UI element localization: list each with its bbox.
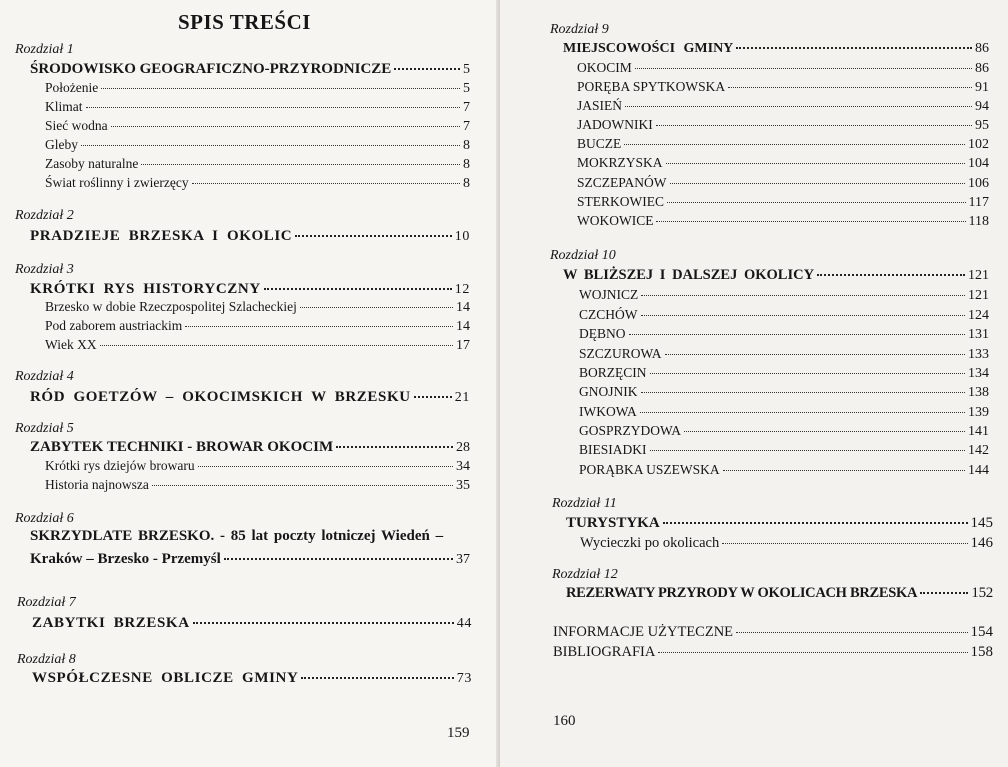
chapter-label: Rozdział 4	[15, 369, 74, 384]
toc-entry[interactable]	[577, 135, 989, 154]
page-number: 28	[456, 440, 470, 455]
toc-entry[interactable]	[579, 286, 989, 305]
chapter-label: Rozdział 7	[17, 595, 76, 610]
page-number: 12	[454, 282, 470, 297]
entry-title: ŚRODOWISKO GEOGRAFICZNO-PRZYRODNICZE	[30, 61, 392, 77]
entry-title: PORĄBKA USZEWSKA	[579, 462, 720, 477]
page-number: 133	[968, 347, 989, 362]
dot-leader	[198, 466, 453, 467]
dot-leader	[193, 622, 454, 624]
dot-leader	[658, 652, 967, 653]
toc-entry[interactable]	[580, 534, 993, 552]
dot-leader	[394, 68, 460, 70]
dot-leader	[141, 164, 460, 165]
toc-entry[interactable]	[577, 154, 989, 173]
toc-entry[interactable]	[45, 98, 470, 117]
entry-title: JADOWNIKI	[577, 117, 653, 132]
page-number: 21	[454, 390, 470, 405]
dot-leader	[295, 235, 452, 237]
dot-leader	[641, 295, 965, 296]
entry-title: JASIEŃ	[577, 98, 623, 113]
entry-title: SZCZUROWA	[579, 346, 662, 361]
entry-title: Gleby	[45, 137, 78, 152]
toc-entry[interactable]	[577, 97, 989, 116]
toc-entry[interactable]	[32, 614, 472, 633]
entry-title: W BLIŻSZEJ I DALSZEJ OKOLICY	[563, 267, 815, 283]
entry-title: KRÓTKI RYS HISTORYCZNY	[30, 281, 261, 297]
page-number: 91	[975, 80, 989, 95]
toc-entry[interactable]	[577, 116, 989, 135]
dot-leader	[100, 345, 453, 346]
entry-title: Wiek XX	[45, 337, 97, 352]
left-page	[0, 0, 500, 767]
entry-title: BIBLIOGRAFIA	[553, 644, 656, 660]
entry-title: Pod zaborem austriackim	[45, 318, 183, 333]
dot-leader	[736, 47, 972, 49]
toc-entry[interactable]	[45, 174, 470, 193]
dot-leader	[336, 446, 453, 448]
page-number: 34	[456, 459, 470, 474]
chapter-label: Rozdział 12	[552, 567, 618, 582]
toc-entry[interactable]	[30, 527, 470, 545]
chapter-label: Rozdział 9	[550, 22, 609, 37]
page-folio-left: 159	[447, 725, 470, 741]
page-number: 121	[968, 268, 989, 283]
dot-leader	[625, 106, 972, 107]
page-number: 138	[968, 385, 989, 400]
page-number: 5	[463, 62, 470, 77]
chapter-label: Rozdział 3	[15, 262, 74, 277]
chapter-label: Rozdział 8	[17, 652, 76, 667]
dot-leader	[301, 677, 453, 679]
page-number: 104	[968, 156, 989, 171]
dot-leader	[656, 221, 965, 222]
toc-entry[interactable]	[579, 422, 989, 441]
entry-title: CZCHÓW	[579, 307, 638, 322]
page-number: 5	[463, 81, 470, 96]
entry-title: Brzesko w dobie Rzeczpospolitej Szlacheckiej	[45, 299, 297, 314]
chapter-label: Rozdział 11	[552, 496, 617, 511]
chapter-label: Rozdział 2	[15, 208, 74, 223]
toc-entry[interactable]	[32, 669, 472, 688]
dot-leader	[111, 126, 460, 127]
page-folio-right: 160	[553, 713, 576, 729]
toc-entry[interactable]	[45, 457, 470, 476]
page-number: 8	[463, 157, 470, 172]
page-number: 95	[975, 118, 989, 133]
page-number: 106	[968, 176, 989, 191]
dot-leader	[86, 107, 461, 108]
entry-title: Kraków – Brzesko - Przemyśl	[30, 551, 221, 567]
dot-leader	[656, 125, 972, 126]
entry-title: OKOCIM	[577, 60, 632, 75]
toc-entry[interactable]	[563, 266, 989, 285]
page-number: 144	[968, 463, 989, 478]
dot-leader	[624, 144, 965, 145]
page-number: 7	[463, 119, 470, 134]
entry-title: IWKOWA	[579, 404, 637, 419]
toc-entry[interactable]	[577, 212, 989, 231]
page-number: 35	[456, 478, 470, 493]
toc-entry[interactable]	[30, 280, 470, 299]
dot-leader	[920, 592, 968, 594]
dot-leader	[224, 558, 453, 560]
dot-leader	[629, 334, 966, 335]
toc-entry[interactable]	[577, 59, 989, 78]
page-number: 141	[968, 424, 989, 439]
dot-leader	[817, 274, 965, 276]
toc-entry[interactable]	[45, 336, 470, 355]
entry-title: STERKOWIEC	[577, 194, 664, 209]
toc-entry[interactable]	[566, 514, 993, 532]
entry-title: Klimat	[45, 99, 83, 114]
page-number: 86	[975, 41, 989, 56]
entry-title: PORĘBA SPYTKOWSKA	[577, 79, 726, 94]
page-number: 7	[463, 100, 470, 115]
entry-title: RÓD GOETZÓW – OKOCIMSKICH W BRZESKU	[30, 389, 411, 405]
entry-title: REZERWATY PRZYRODY W OKOLICACH BRZESKA	[566, 585, 918, 601]
entry-title: Położenie	[45, 80, 99, 95]
toc-entry[interactable]	[566, 584, 993, 602]
entry-title: Zasoby naturalne	[45, 156, 139, 171]
entry-title: ZABYTEK TECHNIKI - BROWAR OKOCIM	[30, 439, 334, 455]
toc-title: SPIS TREŚCI	[178, 10, 311, 34]
dot-leader	[684, 431, 965, 432]
page-number: 139	[968, 405, 989, 420]
entry-title: Świat roślinny i zwierzęcy	[45, 175, 189, 190]
page-number: 118	[968, 214, 989, 229]
toc-entry[interactable]	[579, 461, 989, 480]
dot-leader	[722, 543, 967, 544]
toc-entry[interactable]	[553, 643, 993, 661]
page-number: 145	[970, 515, 993, 531]
dot-leader	[670, 183, 965, 184]
entry-title: Wycieczki po okolicach	[580, 535, 720, 551]
chapter-label: Rozdział 6	[15, 511, 74, 526]
right-page	[500, 0, 1008, 767]
page-number: 8	[463, 176, 470, 191]
page-number: 86	[975, 61, 989, 76]
toc-entry[interactable]	[579, 383, 989, 402]
toc-entry[interactable]	[577, 193, 989, 212]
dot-leader	[300, 307, 453, 308]
page-number: 44	[456, 616, 472, 631]
dot-leader	[635, 68, 972, 69]
dot-leader	[152, 485, 453, 486]
entry-title: TURYSTYKA	[566, 515, 660, 531]
entry-title: Historia najnowsza	[45, 477, 149, 492]
page-number: 73	[456, 671, 472, 686]
entry-title: MIEJSCOWOŚCI GMINY	[563, 41, 734, 56]
dot-leader	[101, 88, 460, 89]
page-number: 14	[456, 319, 470, 334]
entry-title: Krótki rys dziejów browaru	[45, 458, 195, 473]
dot-leader	[192, 183, 460, 184]
chapter-label: Rozdział 1	[15, 42, 74, 57]
dot-leader	[667, 202, 966, 203]
dot-leader	[641, 392, 966, 393]
dot-leader	[666, 163, 965, 164]
toc-entry[interactable]	[30, 550, 470, 569]
toc-entry[interactable]	[579, 403, 989, 422]
entry-title: SKRZYDLATE BRZESKO. - 85 lat poczty lotniczej Wiedeń –	[30, 528, 444, 544]
entry-title: Sieć wodna	[45, 118, 108, 133]
toc-entry[interactable]	[579, 441, 989, 460]
toc-entry[interactable]	[563, 40, 989, 58]
toc-entry[interactable]	[30, 388, 470, 407]
entry-title: WSPÓŁCZESNE OBLICZE GMINY	[32, 670, 299, 686]
entry-title: PRADZIEJE BRZESKA I OKOLIC	[30, 228, 293, 244]
dot-leader	[414, 396, 452, 398]
toc-entry[interactable]	[579, 325, 989, 344]
chapter-label: Rozdział 5	[15, 421, 74, 436]
toc-entry[interactable]	[553, 623, 993, 641]
toc-entry[interactable]	[579, 345, 989, 364]
entry-title: BUCZE	[577, 136, 622, 151]
dot-leader	[640, 412, 965, 413]
dot-leader	[728, 87, 972, 88]
toc-entry[interactable]	[30, 227, 470, 246]
page-number: 142	[968, 443, 989, 458]
entry-title: GNOJNIK	[579, 384, 638, 399]
toc-entry[interactable]	[577, 78, 989, 97]
toc-entry[interactable]	[45, 476, 470, 495]
toc-entry[interactable]	[45, 136, 470, 155]
toc-entry[interactable]	[45, 317, 470, 336]
page-number: 131	[968, 327, 989, 342]
entry-title: DĘBNO	[579, 326, 626, 341]
dot-leader	[650, 373, 966, 374]
dot-leader	[663, 522, 968, 524]
entry-title: INFORMACJE UŻYTECZNE	[553, 624, 734, 640]
page-number: 146	[970, 535, 993, 551]
page-number: 154	[970, 624, 993, 640]
toc-entry[interactable]	[45, 155, 470, 174]
page-number: 117	[968, 195, 989, 210]
page-number: 8	[463, 138, 470, 153]
toc-entry[interactable]	[45, 117, 470, 136]
page-number: 37	[456, 552, 470, 567]
toc-entry[interactable]	[579, 364, 989, 383]
page-number: 121	[968, 288, 989, 303]
dot-leader	[264, 288, 452, 290]
page-number: 17	[456, 338, 470, 353]
page-number: 124	[968, 308, 989, 323]
dot-leader	[736, 632, 967, 633]
entry-title: BORZĘCIN	[579, 365, 647, 380]
entry-title: SZCZEPANÓW	[577, 175, 667, 190]
page-number: 14	[456, 300, 470, 315]
entry-title: WOJNICZ	[579, 287, 639, 302]
entry-title: ZABYTKI BRZESKA	[32, 615, 190, 631]
entry-title: BIESIADKI	[579, 442, 647, 457]
toc-entry[interactable]	[577, 174, 989, 193]
toc-entry[interactable]	[45, 79, 470, 98]
entry-title: GOSPRZYDOWA	[579, 423, 682, 438]
dot-leader	[81, 145, 460, 146]
page-number: 94	[975, 99, 989, 114]
page-number: 102	[968, 137, 989, 152]
toc-entry[interactable]	[579, 306, 989, 325]
page-number: 158	[970, 644, 993, 660]
chapter-label: Rozdział 10	[550, 248, 616, 263]
page-number: 10	[454, 229, 470, 244]
dot-leader	[650, 450, 966, 451]
dot-leader	[185, 326, 453, 327]
entry-title: MOKRZYSKA	[577, 155, 663, 170]
toc-entry[interactable]	[45, 298, 470, 317]
dot-leader	[665, 354, 965, 355]
toc-entry[interactable]	[30, 438, 470, 457]
page-number: 134	[968, 366, 989, 381]
dot-leader	[723, 470, 965, 471]
dot-leader	[641, 315, 966, 316]
entry-title: WOKOWICE	[577, 213, 654, 228]
page-number: 152	[971, 585, 993, 601]
toc-entry[interactable]	[30, 60, 470, 79]
